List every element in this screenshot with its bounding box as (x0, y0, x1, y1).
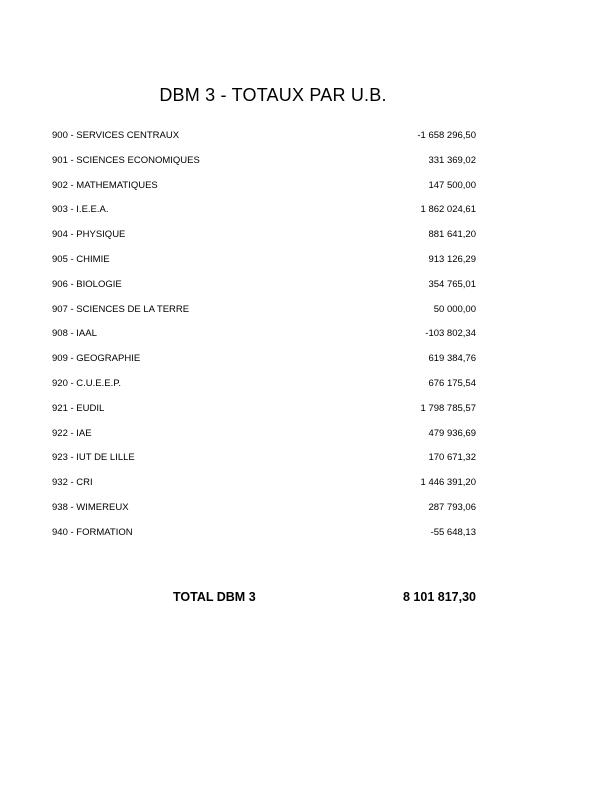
list-item (52, 276, 476, 301)
list-item (52, 226, 476, 251)
unit-label: 940 - FORMATION (52, 526, 133, 538)
unit-label: 906 - BIOLOGIE (52, 278, 122, 290)
unit-label: 932 - CRI (52, 477, 93, 489)
total-label: TOTAL DBM 3 (173, 590, 256, 604)
list-item (52, 201, 476, 226)
list-item (52, 152, 476, 177)
page-title: DBM 3 - TOTAUX PAR U.B. (159, 85, 387, 105)
unit-label: 923 - IUT DE LILLE (52, 452, 135, 464)
list-item (52, 251, 476, 276)
unit-amount: 287 793,06 (428, 501, 476, 513)
list-item (52, 524, 476, 549)
unit-label: 920 - C.U.E.E.P. (52, 377, 121, 389)
totals-list (52, 127, 476, 549)
unit-label: 907 - SCIENCES DE LA TERRE (52, 303, 190, 315)
list-item (52, 425, 476, 450)
list-item (52, 350, 476, 375)
list-item (52, 400, 476, 425)
unit-amount: 354 765,01 (428, 278, 476, 290)
unit-label: 902 - MATHEMATIQUES (52, 179, 158, 191)
unit-amount: -1 658 296,50 (417, 130, 476, 141)
list-item (52, 301, 476, 326)
list-item (52, 177, 476, 202)
unit-amount: 170 671,32 (428, 452, 476, 464)
unit-amount: 1 862 024,61 (420, 204, 476, 216)
unit-amount: 331 369,02 (428, 154, 476, 166)
unit-amount: 479 936,69 (428, 427, 476, 439)
unit-label: 901 - SCIENCES ECONOMIQUES (52, 154, 200, 166)
unit-label: 905 - CHIMIE (52, 253, 110, 265)
list-item (52, 325, 476, 350)
unit-label: 938 - WIMEREUX (52, 501, 129, 513)
list-item (52, 127, 476, 152)
unit-label: 900 - SERVICES CENTRAUX (52, 130, 180, 141)
unit-amount: 1 798 785,57 (420, 402, 476, 414)
list-item (52, 474, 476, 499)
unit-amount: 147 500,00 (428, 179, 476, 191)
unit-amount: 619 384,76 (428, 353, 476, 365)
unit-amount: 50 000,00 (433, 303, 476, 315)
unit-amount: 676 175,54 (428, 377, 476, 389)
list-item (52, 375, 476, 400)
unit-label: 904 - PHYSIQUE (52, 229, 126, 241)
list-item (52, 499, 476, 524)
unit-label: 922 - IAE (52, 427, 92, 439)
unit-amount: 881 641,20 (428, 229, 476, 241)
unit-amount: 1 446 391,20 (420, 477, 476, 489)
unit-label: 909 - GEOGRAPHIE (52, 353, 141, 365)
list-item (52, 449, 476, 474)
unit-amount: -55 648,13 (430, 526, 476, 538)
unit-label: 903 - I.E.E.A. (52, 204, 109, 216)
unit-amount: 913 126,29 (428, 253, 476, 265)
unit-label: 921 - EUDIL (52, 402, 105, 414)
unit-amount: -103 802,34 (425, 328, 476, 340)
unit-label: 908 - IAAL (52, 328, 97, 340)
total-amount: 8 101 817,30 (403, 590, 476, 604)
